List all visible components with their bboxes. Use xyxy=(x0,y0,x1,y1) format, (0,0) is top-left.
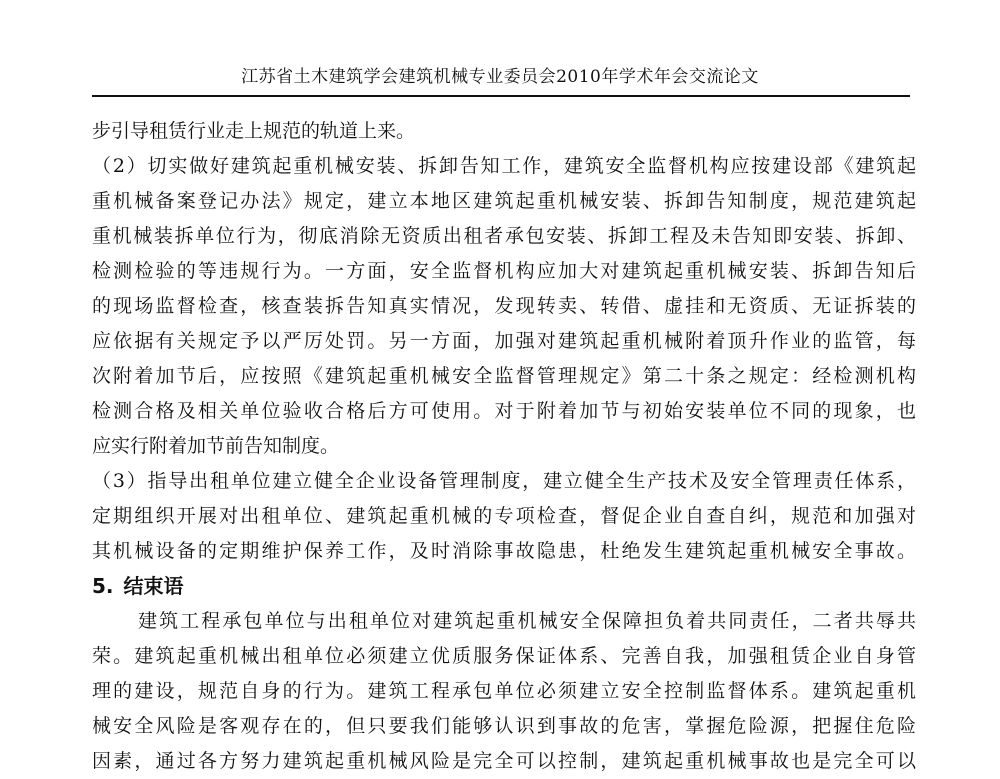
paragraph-line: 检测检验的等违规行为。一方面，安全监督机构应加大对建筑起重机械安装、拆卸告知后 xyxy=(92,260,916,282)
paragraph-line: 荣。建筑起重机械出租单位必须建立优质服务保证体系、完善自我，加强租赁企业自身管 xyxy=(92,645,916,667)
section-title: 结束语 xyxy=(123,574,184,598)
paragraph-line: 械安全风险是客观存在的，但只要我们能够认识到事故的危害，掌握危险源，把握住危险 xyxy=(92,715,916,737)
paragraph-line: 定期组织开展对出租单位、建筑起重机械的专项检查，督促企业自查自纠，规范和加强对 xyxy=(92,505,916,527)
section-heading xyxy=(92,569,916,604)
running-header: 江苏省土木建筑学会建筑机械专业委员会2010年学术年会交流论文 xyxy=(241,67,759,87)
paragraph-line: 应依据有关规定予以严厉处罚。另一方面，加强对建筑起重机械附着顶升作业的监管，每 xyxy=(92,330,916,352)
header-rule xyxy=(92,95,910,97)
paragraph-line: 重机械装拆单位行为，彻底消除无资质出租者承包安装、拆卸工程及未告知即安装、拆卸、 xyxy=(92,225,916,247)
paragraph-line: 检测合格及相关单位验收合格后方可使用。对于附着加节与初始安装单位不同的现象，也 xyxy=(92,400,916,422)
paragraph-line: 因素，通过各方努力建筑起重机械风险是完全可以控制，建筑起重机械事故也是完全可以 xyxy=(92,750,916,772)
paragraph-line: 建筑工程承包单位与出租单位对建筑起重机械安全保障担负着共同责任，二者共辱共 xyxy=(138,610,916,632)
paragraph-line: 的现场监督检查，核查装拆告知真实情况，发现转卖、转借、虚挂和无资质、无证拆装的 xyxy=(92,295,916,317)
paragraph-line: 其机械设备的定期维护保养工作，及时消除事故隐患，杜绝发生建筑起重机械安全事故。 xyxy=(92,540,916,562)
paragraph-line: 应实行附着加节前告知制度。 xyxy=(92,435,340,457)
paragraph-line: 步引导租赁行业走上规范的轨道上来。 xyxy=(92,120,416,142)
paragraph-line: （2）切实做好建筑起重机械安装、拆卸告知工作，建筑安全监督机构应按建设部《建筑起 xyxy=(92,155,916,177)
paragraph-line: 重机械备案登记办法》规定，建立本地区建筑起重机械安装、拆卸告知制度，规范建筑起 xyxy=(92,190,916,212)
body-text xyxy=(92,114,916,779)
paragraph-line: 次附着加节后，应按照《建筑起重机械安全监督管理规定》第二十条之规定：经检测机构 xyxy=(92,365,916,387)
paragraph-line: 理的建设，规范自身的行为。建筑工程承包单位必须建立安全控制监督体系。建筑起重机 xyxy=(92,680,916,702)
paragraph-line: （3）指导出租单位建立健全企业设备管理制度，建立健全生产技术及安全管理责任体系， xyxy=(92,470,916,492)
section-number: 5. xyxy=(92,574,114,598)
